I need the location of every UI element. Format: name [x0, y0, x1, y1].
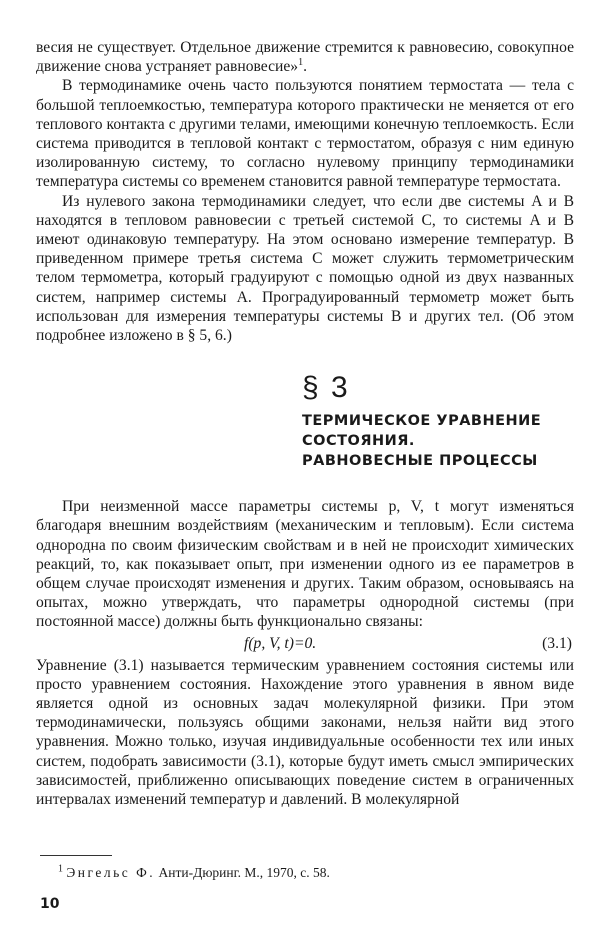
paragraph-equation-of-state: Уравнение (3.1) называется термическим уравнением состояния системы или просто уравнением состояния. Нахождение этого уравнения в явном виде является одной из основных задач молекулярной физики. При этом термодинамически, пользуясь общими законами, нельзя найти вид этого уравнения. Можно только, изучая индивидуальные особенности тех или иных систем, подобрать зависимости (3.1), которые будут иметь смысл эмпирических зависимостей, приближенно описывающих поведение систем в ограниченных интервалах изменений температур и давлений. В молекулярной: [36, 656, 574, 809]
section-number: § 3: [302, 371, 350, 405]
paragraph-thermostat: В термодинамике очень часто пользуются понятием термостата — тела с большой теплоемкостью, температура которого практически не меняется от его теплового контакта с другими телами, имеющими конечную теплоемкость. Если система приводится в тепловой контакт с термостатом, образуя с ним единую изолированную систему, то согласно нулевому принципу термодинамики температура системы со временем становится равной температуре термостата.: [36, 77, 574, 191]
footnote: [58, 864, 330, 882]
footnote-mark: 1: [58, 863, 63, 875]
section-heading: [302, 371, 574, 471]
paragraph-continuation: весия не существует. Отдельное движение стремится к равновесию, совокупное движение снова устраняет равновесие»$^1$.: [36, 39, 574, 76]
equation-number: (3.1): [542, 634, 572, 652]
paragraph-parameters: При неизменной массе параметры системы p, V, t могут изменяться благодаря внешним воздействиям (механическим и тепловым). Если система однородна по своим физическим свойствам и в ней не происходит химических реакций, то, как показывает опыт, при изменении одного из ее параметров в общем случае происходят изменения и других. Таким образом, основываясь на опытах, можно утверждать, что параметры однородной системы (при постоянной массе) должны быть функционально связаны:: [36, 498, 574, 631]
footnote-author: Энгельс Ф.: [66, 865, 156, 880]
footnote-reference: 1: [298, 57, 304, 69]
paragraph-zero-law: Из нулевого закона термодинамики следует, что если две системы A и B находятся в тепловом равновесии с третьей системой C, то системы A и B имеют одинаковую температуру. На этом основано измерение температур. В приведенном примере третья система C может служить термометрическим телом термометра, который градуируют с помощью одной из двух названных систем, например системы A. Проградуированный термометр может быть использован для измерения температуры системы B и других тел. (Об этом подробнее изложено в § 5, 6.): [36, 192, 574, 345]
page-body: [36, 38, 574, 809]
equation-expression: f(p, V, t)=0.: [244, 634, 317, 652]
footnote-divider: [40, 855, 112, 856]
equation-3-1: [36, 632, 574, 656]
footnote-text: Анти-Дюринг. М., 1970, с. 58.: [158, 865, 330, 880]
page-number: 10: [40, 896, 60, 912]
section-title: ТЕРМИЧЕСКОЕ УРАВНЕНИЕ СОСТОЯНИЯ. РАВНОВЕСНЫЕ ПРОЦЕССЫ: [302, 413, 542, 470]
